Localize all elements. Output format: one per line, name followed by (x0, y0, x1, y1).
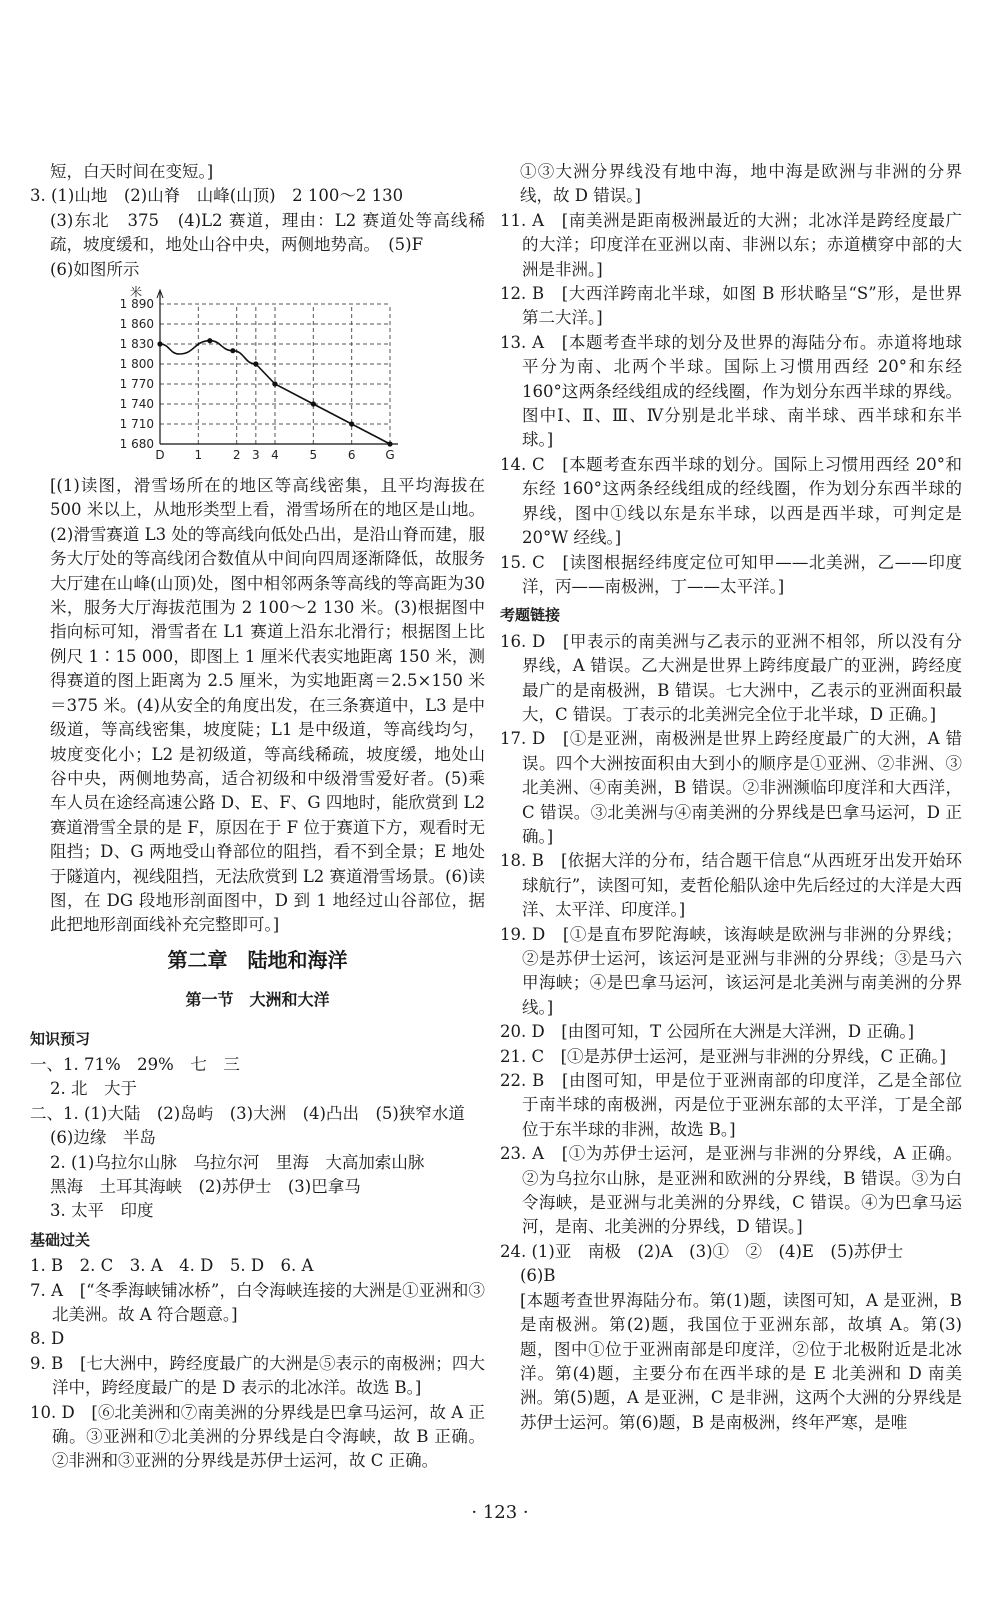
answer-item: 16. D [甲表示的南美洲与乙表示的亚洲不相邻，所以没有分界线，A 错误。乙大洲是世界上跨纬度最广的亚洲，跨经度最广的是南极洲，B 错误。七大洲中，乙表示的亚洲面积最大，C 错误。丁表示的北美洲完全位于北半球，D 正确。] (500, 631, 962, 724)
y-tick-label: 1 740 (119, 397, 154, 412)
q3-line-3: (6)如图所示 (50, 259, 140, 279)
x-tick-label: 2 (232, 448, 241, 463)
left-column (30, 160, 485, 1474)
answer-item: 19. D [①是直布罗陀海峡，该海峡是欧洲与非洲的分界线；②是苏伊士运河，该运河是亚洲与非洲的分界线；③是马六甲海峡；④是巴拿马运河，该运河是北美洲与南美洲的分界线。] (500, 924, 962, 1017)
preview-line: 2. 北 大于 (50, 1079, 137, 1099)
answer-item: 23. A [①为苏伊士运河，是亚洲与非洲的分界线，A 正确。②为乌拉尔山脉，是亚洲和欧洲的分界线，B 错误。③为白令海峡，是亚洲与北美洲的分界线，C 错误。④为巴拿马运河，是南、北美洲的分界线，D 错误。] (500, 1144, 962, 1237)
profile-point (311, 401, 316, 406)
preview-line: 一、1. 71% 29% 七 三 (30, 1054, 240, 1074)
y-axis-label: 米 (129, 285, 142, 300)
y-tick-label: 1 860 (119, 317, 154, 332)
x-tick-label: D (155, 448, 165, 463)
x-tick-label: 1 (194, 448, 203, 463)
x-tick-label: 5 (309, 448, 318, 463)
profile-point (387, 441, 392, 446)
answer-item: 21. C [①是苏伊士运河，是亚洲与非洲的分界线，C 正确。] (500, 1046, 947, 1066)
left-top-continuation: 短，白天时间在变短。] (50, 162, 214, 181)
basic-item: 10. D [⑥北美洲和⑦南美洲的分界线是巴拿马运河，故 A 正确。③亚洲和⑦北美洲的分界线是白令海峡，故 B 正确。②非洲和③亚洲的分界线是苏伊士运河，故 C 正确。 (30, 1402, 485, 1471)
profile-point (253, 361, 258, 366)
right-top-continuation: ①③大洲分界线没有地中海，地中海是欧洲与非洲的分界线，故 D 错误。] (520, 162, 962, 206)
terrain-profile-chart (100, 284, 400, 474)
profile-point (207, 338, 212, 343)
q3-line-1: 3. (1)山地 (2)山脊 山峰(山顶) 2 100～2 130 (30, 186, 404, 206)
preview-heading: 知识预习 (30, 1029, 91, 1048)
answer-item: 11. A [南美洲是距南极洲最近的大洲；北冰洋是跨经度最广的大洋；印度洋在亚洲以南、非洲以东；赤道横穿中部的大洲是非洲。] (500, 210, 962, 279)
preview-line: 二、1. (1)大陆 (2)岛屿 (3)大洲 (4)凸出 (5)狭窄水道 (30, 1103, 465, 1123)
answer-item: 17. D [①是亚洲，南极洲是世界上跨经度最广的大洲，A 错误。四个大洲按面积由大到小的顺序是①亚洲、②非洲、③北美洲、④南美洲，B 错误。②非洲濒临印度洋和大西洋，C 错误。③北美洲与④南美洲的分界线是巴拿马运河，D 正确。] (500, 729, 962, 846)
right-column (500, 160, 962, 1435)
basic-item: 1. B 2. C 3. A 4. D 5. D 6. A (30, 1256, 314, 1276)
preview-line: 2. (1)乌拉尔山脉 乌拉尔河 里海 大高加索山脉 (50, 1152, 425, 1172)
x-tick-label: 3 (252, 448, 260, 463)
answer-item: 20. D [由图可知，T 公园所在大洲是大洋洲，D 正确。] (500, 1022, 915, 1042)
y-tick-label: 1 770 (119, 377, 154, 392)
answer-item: 18. B [依据大洋的分布，结合题干信息“从西班牙出发开始环球航行”，读图可知，麦哲伦船队途中先后经过的大洋是大西洋、太平洋、印度洋。] (500, 851, 962, 920)
preview-line: (6)边缘 半岛 (50, 1128, 156, 1148)
answer-item: 14. C [本题考查东西半球的划分。国际上习惯用西经 20°和东经 160°这两条经线组成的经线圈，作为划分东西半球的界线，图中①线以东是东半球，以西是西半球，可判定是 20°W 经线。] (500, 454, 962, 548)
answer-item: 22. B [由图可知，甲是位于亚洲南部的印度洋，乙是全部位于南半球的南极洲，丙是位于亚洲东部的太平洋，丁是全部位于东半球的非洲，故选 B。] (500, 1071, 962, 1139)
answer-item: 13. A [本题考查半球的划分及世界的海陆分布。赤道将地球平分为南、北两个半球。国际上习惯用西经 20°和东经 160°这两条经线组成的经线圈，作为划分东西半球的界线。图中Ⅰ、Ⅱ、Ⅲ、Ⅳ分别是北半球、南半球、西半球和东半球。] (500, 332, 962, 450)
basic-heading: 基础过关 (30, 1230, 91, 1249)
page-number: · 123 · (471, 1502, 529, 1523)
profile-point (272, 381, 277, 386)
profile-point (157, 341, 162, 346)
x-tick-label: G (385, 448, 395, 463)
x-tick-label: 6 (347, 448, 356, 463)
y-tick-label: 1 890 (119, 297, 154, 312)
q24-line: (6)B (520, 1266, 556, 1286)
q3-line-2: (3)东北 375 (4)L2 赛道，理由：L2 赛道处等高线稀疏，坡度缓和，地处山谷中央，两侧地势高。 (5)F (50, 210, 485, 255)
basic-item: 9. B [七大洲中，跨经度最广的大洲是⑤表示的南极洲；四大洋中，跨经度最广的是 D 表示的北冰洋。故选 B。] (30, 1353, 485, 1398)
basic-item: 8. D (30, 1329, 65, 1349)
y-tick-label: 1 830 (119, 337, 154, 352)
basic-item: 7. A [“冬季海峡铺冰桥”，白令海峡连接的大洲是①亚洲和③北美洲。故 A 符合题意。] (30, 1280, 485, 1325)
profile-point (230, 348, 235, 353)
y-tick-label: 1 800 (119, 357, 154, 372)
preview-line: 3. 太平 印度 (50, 1201, 154, 1221)
q24-explanation: [本题考查世界海陆分布。第(1)题，读图可知，A 是亚洲，B 是南极洲。第(2)题，我国位于亚洲东部，故填 A。第(3)题，图中①位于亚洲南部是印度洋，②位于北极附近是北冰洋。第(4)题，主要分布在西半球的是 E 北美洲和 D 南美洲。第(5)题，A 是亚洲，C 是非洲，这两个大洲的分界线是苏伊士运河。第(6)题，B 是南极洲，终年严寒，是唯 (520, 1290, 962, 1432)
y-tick-label: 1 710 (119, 417, 154, 432)
answer-item: 15. C [读图根据经纬度定位可知甲——北美洲，乙——印度洋，丙——南极洲，丁——太平洋。] (500, 552, 962, 596)
preview-line: 黑海 土耳其海峡 (2)苏伊士 (3)巴拿马 (50, 1177, 361, 1196)
chapter-title: 第二章 陆地和海洋 (167, 947, 348, 972)
q24-line: 24. (1)亚 南极 (2)A (3)① ② (4)E (5)苏伊士 (500, 1241, 904, 1261)
section-title: 第一节 大洲和大洋 (185, 990, 330, 1010)
profile-point (349, 421, 354, 426)
y-tick-label: 1 680 (119, 437, 154, 452)
answer-item: 12. B [大西洋跨南北半球，如图 B 形状略呈“S”形，是世界第二大洋。] (500, 284, 962, 328)
x-tick-label: 4 (271, 448, 279, 463)
link-heading: 考题链接 (500, 606, 561, 625)
q3-explanation: [(1)读图，滑雪场所在的地区等高线密集，且平均海拔在 500 米以上，从地形类型上看，滑雪场所在的地区是山地。(2)滑雪赛道 L3 处的等高线向低处凸出，是沿山脊而建，服务大厅处的等高线闭合数值从中间向四周逐渐降低，故服务大厅建在山峰(山顶)处，图中相邻两条等高线的等高距为30米，服务大厅海拔范围为 2 100～2 130 米。(3)根据图中指向标可知，滑雪者在 L1 赛道上沿东北滑行；根据图上比例尺 1∶15 000，即图上 1 厘米代表实地距离 150 米，测得赛道的图上距离为 2.5 厘米，为实地距离＝2.5×150 米＝375 米。(4)从安全的角度出发，在三条赛道中，L3 是中级道，等高线密集，坡度陡；L1 是中级道，等高线均匀，坡度变化小；L2 是初级道，等高线稀疏，坡度缓，地处山谷中央，两侧地势高，适合初级和中级滑雪爱好者。(5)乘车人员在途经高速公路 D、E、F、G 四地时，能欣赏到 L2 赛道滑雪全景的是 F，原因在于 F 位于赛道下方，观看时无阻挡；D、G 两地受山脊部位的阻挡，看不到全景；E 地处于隧道内，视线阻挡，无法欣赏到 L2 赛道滑雪场景。(6)读图，在 DG 段地形剖面图中，D 到 1 地经过山谷部位，据此把地形剖面线补充完整即可。] (50, 476, 485, 935)
